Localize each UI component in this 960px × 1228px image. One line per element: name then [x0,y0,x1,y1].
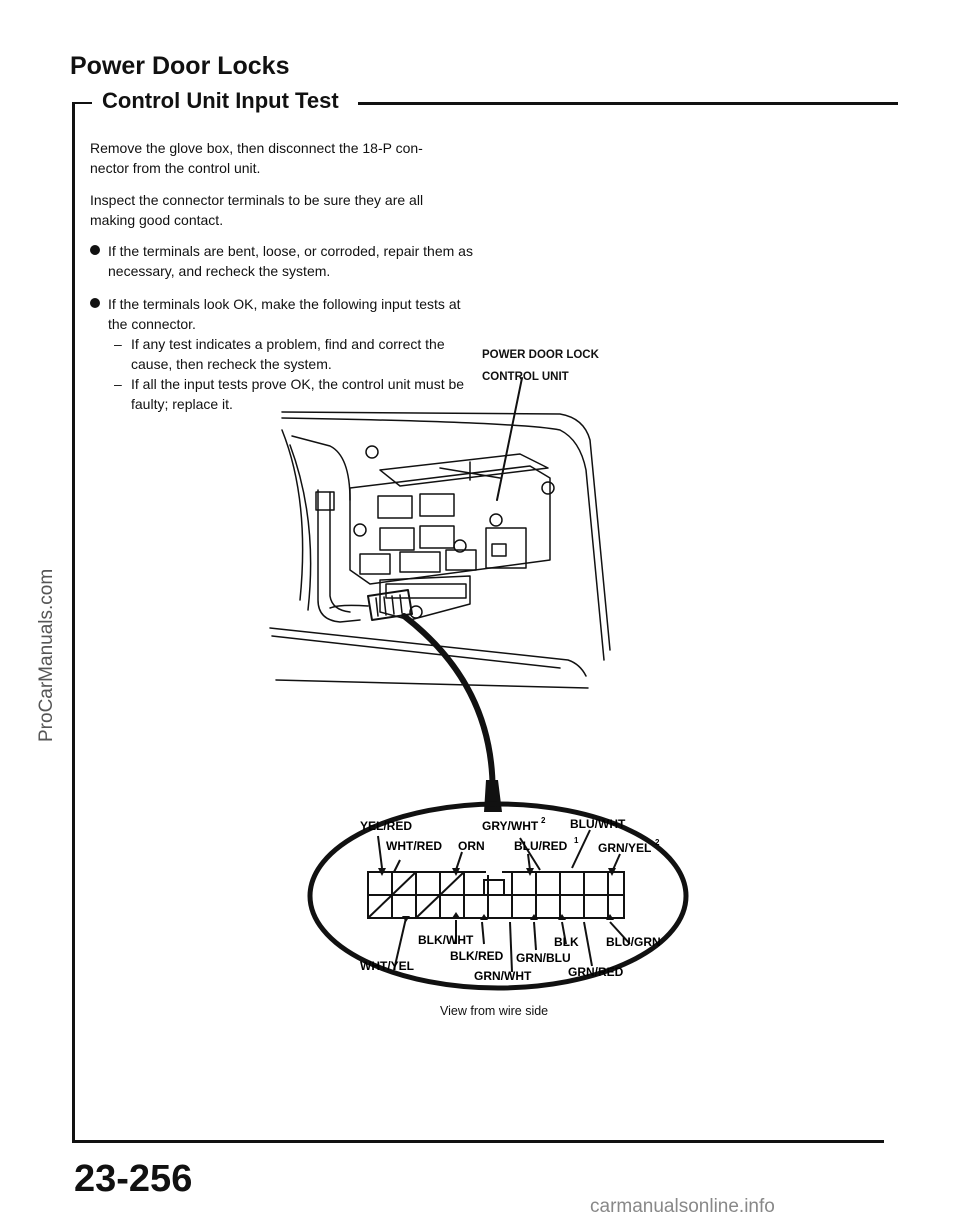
label-blk: BLK [554,935,579,949]
control-unit-body [350,466,550,584]
label-orn: ORN [458,839,485,853]
label-grn-yel-sup: 2 [655,838,660,847]
instruction-paragraph-1: Remove the glove box, then disconnect the 18-P con- nector from the control unit. [90,140,423,176]
label-blu-red-sup: 1 [574,836,579,845]
label-grn-red: GRN/RED [568,965,624,979]
connector-terminal-grid [368,872,624,918]
label-blu-red: BLU/RED [514,839,568,853]
label-grn-yel: GRN/YEL [598,841,652,855]
label-wht-yel: WHT/YEL [360,959,414,973]
side-watermark: ProCarManuals.com [36,568,57,742]
instruction-paragraph-2: Inspect the connector terminals to be sure they are all making good contact. [90,192,424,228]
label-grn-wht: GRN/WHT [474,969,532,983]
label-yel-red: YEL/RED [360,819,413,833]
callout-line-2: CONTROL UNIT [482,371,569,383]
bottom-watermark: carmanualsonline.info [590,1196,775,1217]
figure-caption: View from wire side [440,1004,549,1018]
enlargement-leader [404,616,493,808]
label-grn-blu: GRN/BLU [516,951,571,965]
label-wht-red: WHT/RED [386,839,442,853]
sub-step-text-1: If any test indicates a problem, find and correct the cause, then recheck the system. [131,336,445,372]
section-title: Control Unit Input Test [102,88,339,113]
sub-step-text-2: If all the input tests prove OK, the control unit must be faulty; replace it. [131,376,465,412]
callout-line-1: POWER DOOR LOCK [482,349,599,361]
page-title: Power Door Locks [70,52,290,80]
dash-mark: – [114,336,122,352]
label-blu-grn: BLU/GRN [606,935,661,949]
bullet-text-1: If the terminals are bent, loose, or corroded, repair them as necessary, and recheck the system. [108,243,473,279]
label-gry-wht-sup: 2 [541,816,546,825]
label-gry-wht: GRY/WHT [482,819,539,833]
dash-mark: – [114,376,122,392]
page-number: 23-256 [74,1158,193,1200]
callout-leader-line [497,378,522,500]
label-blu-wht: BLU/WHT [570,817,626,831]
label-blk-red: BLK/RED [450,949,504,963]
dashboard-outline [282,412,610,650]
bullet-text-2: If the terminals look OK, make the following input tests at the connector. [108,296,461,332]
label-blk-wht: BLK/WHT [418,933,474,947]
